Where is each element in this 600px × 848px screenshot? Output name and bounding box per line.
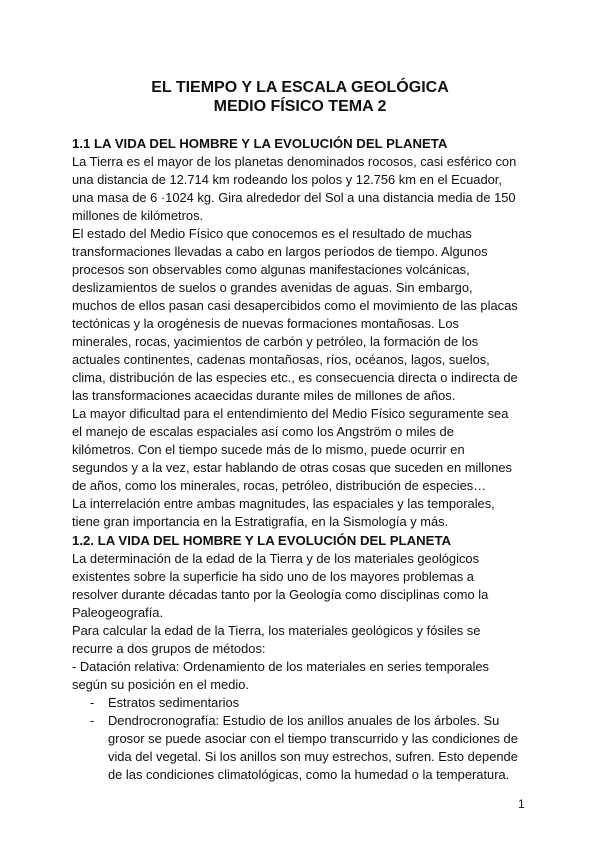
text-line: según su posición en el medio. (72, 677, 250, 692)
bullet-text: Estratos sedimentarios (108, 695, 240, 710)
bullet-dash: - (90, 713, 95, 728)
text-line: transformaciones llevadas a cabo en largos períodos de tiempo. Algunos (72, 244, 488, 259)
text-line: resolver durante décadas tanto por la Geología como disciplinas como la (72, 587, 489, 602)
bullet-text: Dendrocronografía: Estudio de los anillos anuales de los árboles. Su (108, 713, 500, 728)
section-2-body (72, 550, 532, 784)
text-line: - Datación relativa: Ordenamiento de los materiales en series temporales (72, 659, 489, 674)
text-line: recurre a dos grupos de métodos: (72, 641, 266, 656)
bullet-continuation: de las condiciones climatológicas, como la humedad o la temperatura. (108, 767, 510, 782)
text-line: muchos de ellos pasan casi desapercibidos como el movimiento de las placas (72, 298, 518, 313)
text-line: La mayor dificultad para el entendimiento del Medio Físico seguramente sea (72, 406, 509, 421)
text-line: Para calcular la edad de la Tierra, los materiales geológicos y fósiles se (72, 623, 481, 638)
text-line: Paleogeografía. (72, 605, 164, 620)
page-number: 1 (518, 797, 525, 811)
section-1-heading: 1.1 LA VIDA DEL HOMBRE Y LA EVOLUCIÓN DEL PLANETA (72, 136, 448, 151)
list-item (72, 712, 532, 730)
bullet-dash: - (90, 695, 95, 710)
text-line: las transformaciones acaecidas durante miles de millones de años. (72, 388, 456, 403)
document-title: EL TIEMPO Y LA ESCALA GEOLÓGICA (151, 79, 449, 96)
text-line: kilómetros. Con el tiempo sucede más de lo mismo, puede ocurrir en (72, 442, 465, 457)
document-subtitle: MEDIO FÍSICO TEMA 2 (213, 98, 387, 115)
text-line: una masa de 6 ·1024 kg. Gira alrededor del Sol a una distancia media de 150 (72, 190, 516, 205)
text-line: de años, como los minerales, rocas, petróleo, distribución de especies… (72, 478, 487, 493)
text-line: deslizamientos de suelos o grandes avenidas de aguas. Sin embargo, (72, 280, 473, 295)
text-line: procesos son observables como algunas manifestaciones volcánicas, (72, 262, 470, 277)
bullet-continuation: grosor se puede asociar con el tiempo transcurrido y las condiciones de (108, 731, 518, 746)
text-line: segundos y a la vez, estar hablando de otras cosas que suceden en millones (72, 460, 512, 475)
text-line: tiene gran importancia en la Estratigrafía, en la Sismología y más. (72, 514, 449, 529)
text-line: millones de kilómetros. (72, 208, 204, 223)
bullet-continuation: vida del vegetal. Si los anillos son muy estrechos, sufren. Esto depende (108, 749, 518, 764)
list-item (72, 694, 532, 712)
text-line: La Tierra es el mayor de los planetas denominados rocosos, casi esférico con (72, 154, 517, 169)
section-1-body (72, 153, 532, 531)
text-line: tectónicas y la orogénesis de nuevas formaciones montañosas. Los (72, 316, 459, 331)
text-line: El estado del Medio Físico que conocemos es el resultado de muchas (72, 226, 472, 241)
text-line: actuales continentes, cadenas montañosas, ríos, océanos, lagos, suelos, (72, 352, 490, 367)
text-line: el manejo de escalas espaciales así como los Angström o miles de (72, 424, 454, 439)
text-line: clima, distribución de las especies etc., es consecuencia directa o indirecta de (72, 370, 518, 385)
text-line: una distancia de 12.714 km rodeando los polos y 12.756 km en el Ecuador, (72, 172, 502, 187)
text-line: La interrelación entre ambas magnitudes, las espaciales y las temporales, (72, 496, 495, 511)
text-line: La determinación de la edad de la Tierra y de los materiales geológicos (72, 551, 480, 566)
text-line: minerales, rocas, yacimientos de carbón y petróleo, la formación de los (72, 334, 479, 349)
section-2-heading: 1.2. LA VIDA DEL HOMBRE Y LA EVOLUCIÓN DEL PLANETA (72, 533, 452, 548)
text-line: existentes sobre la superficie ha sido uno de los mayores problemas a (72, 569, 474, 584)
